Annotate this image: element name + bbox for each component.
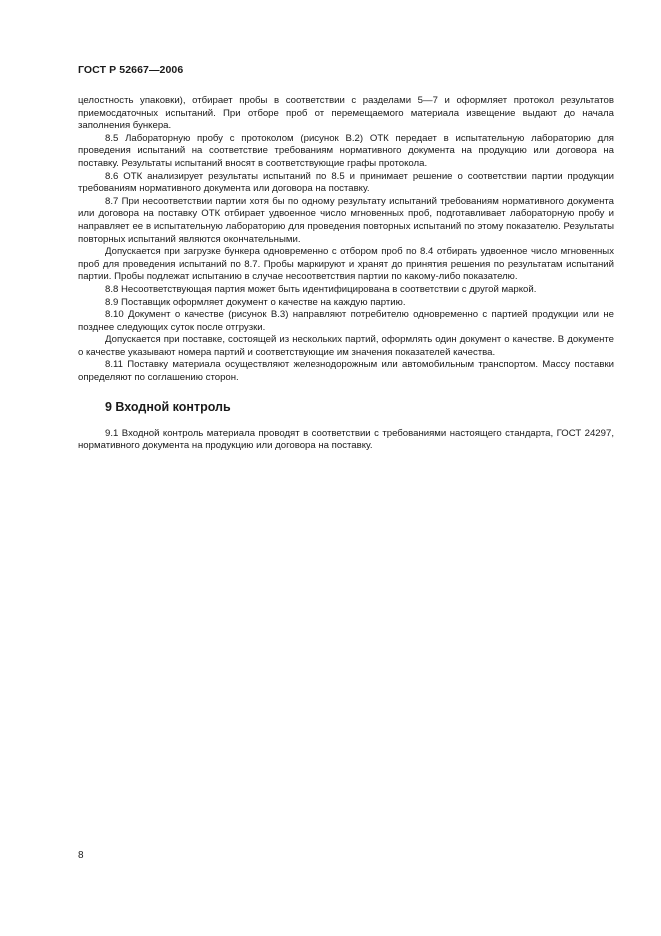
paragraph-8-7-allowance: Допускается при загрузке бункера одновременно с отбором проб по 8.4 отбирать удвоенное число мгновенных проб для проведения испытаний по 8.7. Пробы маркируют и хранят до принятия решения по результатам испытаний партии. Пробы подлежат испытанию в случае несоответствия партии по какому-либо показателю.	[78, 246, 614, 283]
page-number: 8	[78, 850, 84, 861]
paragraph-8-10-allowance: Допускается при поставке, состоящей из нескольких партий, оформлять один документ о качестве. В документе о качестве указывают номера партий и соответствующие им значения показателей качества.	[78, 334, 614, 358]
paragraph-9-1: 9.1 Входной контроль материала проводят в соответствии с требованиями настоящего стандарта, ГОСТ 24297, нормативного документа на продукцию или договора на поставку.	[78, 427, 614, 452]
paragraph-8-7: 8.7 При несоответствии партии хотя бы по одному результату испытаний требованиям нормативного документа или договора на поставку ОТК отбирает удвоенное число мгновенных проб, подготавливает лабораторную пробу и направляет ее в испытательную лабораторию для проведения повторных испытаний по этому показателю. Результаты повторных испытаний являются окончательными.	[78, 195, 614, 245]
paragraph-8-8: 8.8 Несоответствующая партия может быть идентифицирована в соответствии с другой маркой.	[105, 283, 537, 295]
document-header: ГОСТ Р 52667—2006	[78, 64, 184, 76]
paragraph-8-6: 8.6 ОТК анализирует результаты испытаний по 8.5 и принимает решение о соответствии партии продукции требованиям нормативного документа или договора на поставку.	[78, 170, 614, 195]
paragraph-8-11: 8.11 Поставку материала осуществляют железнодорожным или автомобильным транспортом. Массу поставки определяют по соглашению сторон.	[78, 359, 614, 384]
section-9-title: 9 Входной контроль	[105, 399, 231, 414]
paragraph-8-10: 8.10 Документ о качестве (рисунок В.3) направляют потребителю одновременно с партией продукции или не позднее следующих суток после отгрузки.	[78, 309, 614, 333]
document-body	[78, 95, 614, 453]
paragraph-8-9: 8.9 Поставщик оформляет документ о качестве на каждую партию.	[105, 296, 406, 308]
paragraph-8-5: 8.5 Лабораторную пробу с протоколом (рисунок В.2) ОТК передает в испытательную лабораторию для проведения испытаний на соответствие требованиям нормативного документа на продукцию или договора на поставку. Результаты испытаний вносят в соответствующие графы протокола.	[78, 132, 614, 169]
paragraph-continuation: целостность упаковки), отбирает пробы в соответствии с разделами 5—7 и оформляет протокол результатов приемосдаточных испытаний. При отборе проб от перемещаемого материала извещение выдают до начала заполнения бункера.	[78, 95, 614, 132]
